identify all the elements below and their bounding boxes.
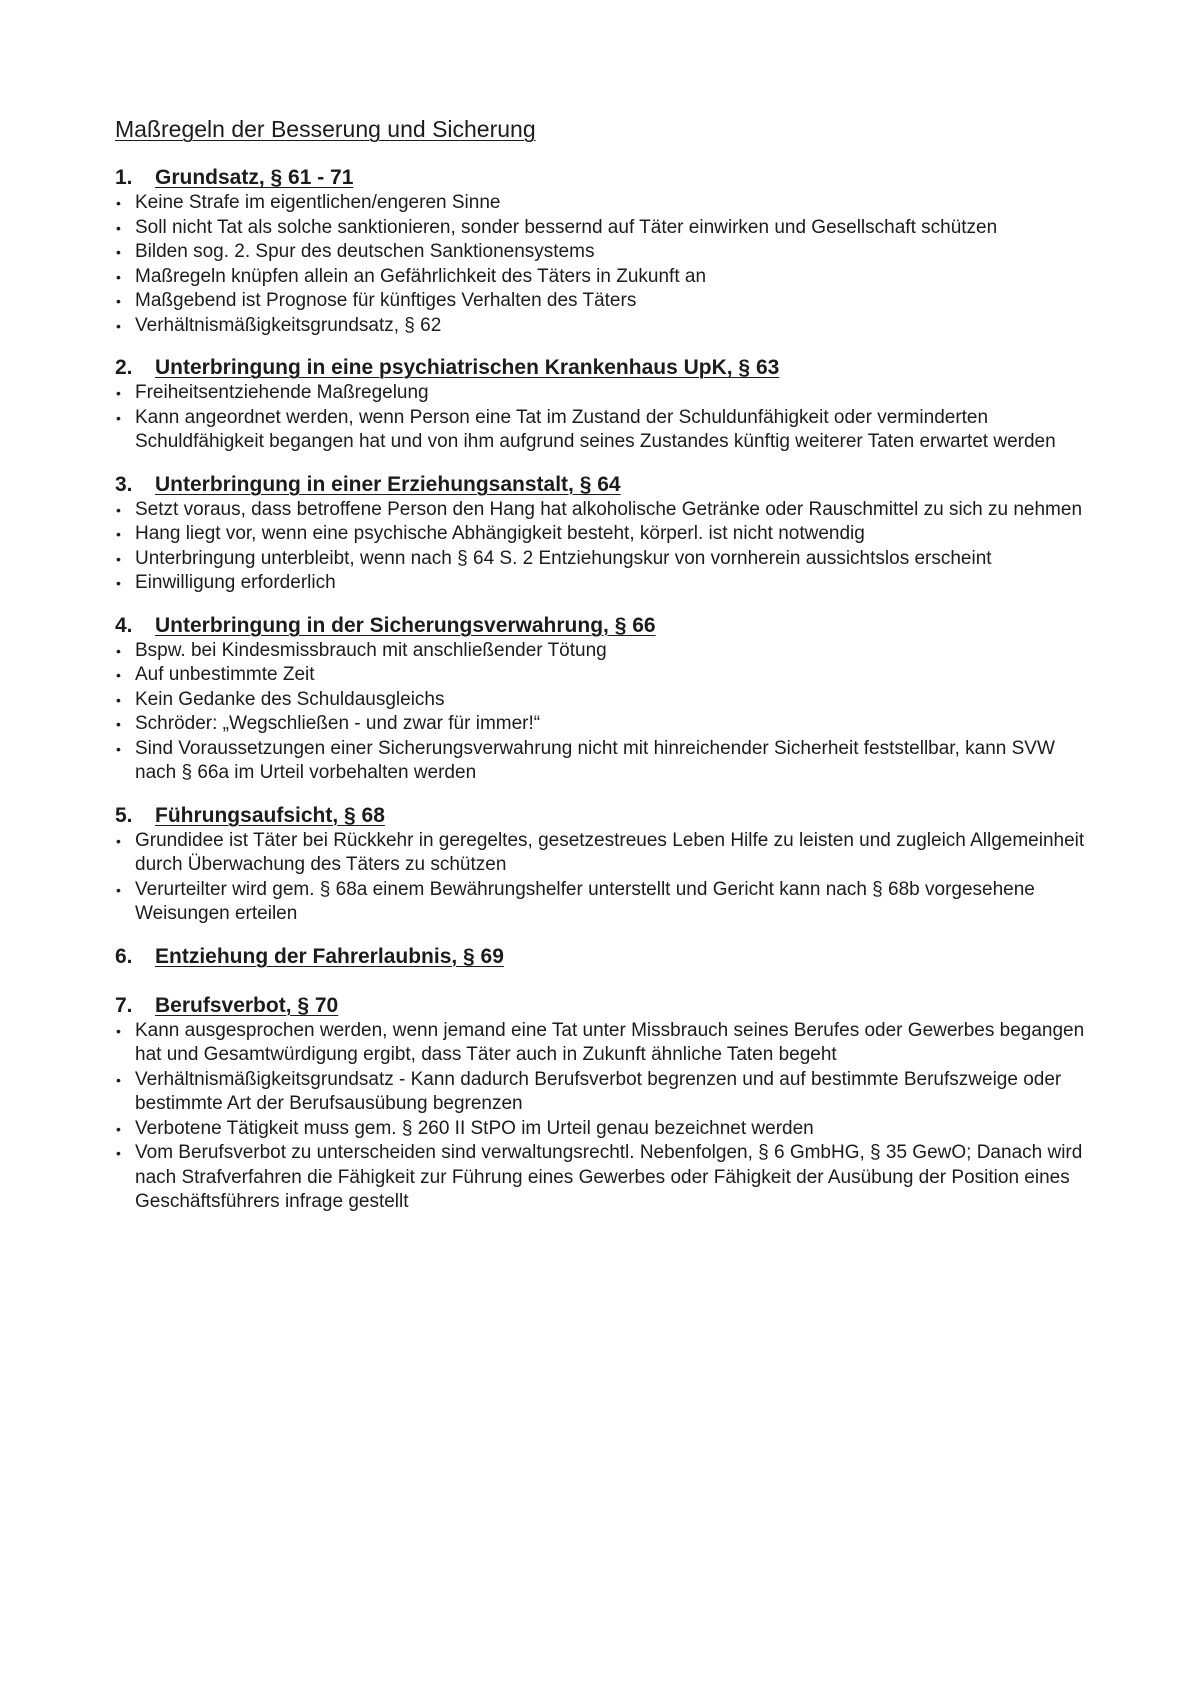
bullet-item: • Hang liegt vor, wenn eine psychische Abhängigkeit besteht, körperl. ist nicht notwendig xyxy=(115,522,1100,547)
section-grundsatz xyxy=(115,164,1100,338)
bullet-item: • Verhältnismäßigkeitsgrundsatz - Kann dadurch Berufsverbot begrenzen und auf bestimmte Berufszweige oder bestimmte Art der Berufsausübung begrenzen xyxy=(115,1068,1100,1117)
section-heading xyxy=(115,992,1100,1019)
section-heading xyxy=(115,612,1100,639)
bullet-item: • Keine Strafe im eigentlichen/engeren Sinne xyxy=(115,191,1100,216)
bullet-item: • Unterbringung unterbleibt, wenn nach § 64 S. 2 Entziehungskur von vornherein aussichtslos erscheint xyxy=(115,547,1100,572)
bullet-item: • Freiheitsentziehende Maßregelung xyxy=(115,381,1100,406)
bullet-item: • Kann ausgesprochen werden, wenn jemand eine Tat unter Missbrauch seines Berufes oder Gewerbes begangen hat und Gesamtwürdigung ergibt, dass Täter auch in Zukunft ähnliche Taten begeht xyxy=(115,1019,1100,1068)
section-heading xyxy=(115,802,1100,829)
bullet-item: • Setzt voraus, dass betroffene Person den Hang hat alkoholische Getränke oder Rauschmittel zu sich zu nehmen xyxy=(115,498,1100,523)
section-number: 4. xyxy=(115,613,133,637)
bullet-item: • Kann angeordnet werden, wenn Person eine Tat im Zustand der Schuldunfähigkeit oder verminderten Schuldfähigkeit begangen hat und von ihm aufgrund seines Zustandes künftig weiterer Taten erwartet werden xyxy=(115,406,1100,455)
section-title: Unterbringung in eine psychiatrischen Krankenhaus UpK, § 63 xyxy=(155,356,780,379)
section-fahrerlaubnis xyxy=(115,943,1100,970)
bullet-list xyxy=(115,381,1100,455)
bullet-item: • Kein Gedanke des Schuldausgleichs xyxy=(115,688,1100,713)
bullet-list xyxy=(115,829,1100,927)
section-berufsverbot xyxy=(115,992,1100,1215)
bullet-item: • Vom Berufsverbot zu unterscheiden sind verwaltungsrechtl. Nebenfolgen, § 6 GmbHG, § 35 GewO; Danach wird nach Strafverfahren die Fähigkeit zur Führung eines Gewerbes oder Fähigkeit der Ausübung der Position eines Geschäftsführers infrage gestellt xyxy=(115,1141,1100,1215)
bullet-list xyxy=(115,1019,1100,1215)
bullet-list xyxy=(115,498,1100,596)
section-sicherungsverwahrung xyxy=(115,612,1100,786)
bullet-item: • Maßregeln knüpfen allein an Gefährlichkeit des Täters in Zukunft an xyxy=(115,265,1100,290)
bullet-item: • Verhältnismäßigkeitsgrundsatz, § 62 xyxy=(115,314,1100,339)
bullet-list xyxy=(115,639,1100,786)
bullet-item: • Soll nicht Tat als solche sanktionieren, sonder bessernd auf Täter einwirken und Gesellschaft schützen xyxy=(115,216,1100,241)
bullet-item: • Sind Voraussetzungen einer Sicherungsverwahrung nicht mit hinreichender Sicherheit feststellbar, kann SVW nach § 66a im Urteil vorbehalten werden xyxy=(115,737,1100,786)
section-title: Unterbringung in der Sicherungsverwahrung, § 66 xyxy=(155,613,656,637)
section-number: 1. xyxy=(115,166,133,189)
section-heading xyxy=(115,943,1100,970)
bullet-item: • Auf unbestimmte Zeit xyxy=(115,663,1100,688)
section-number: 2. xyxy=(115,356,133,379)
bullet-item: • Verbotene Tätigkeit muss gem. § 260 II StPO im Urteil genau bezeichnet werden xyxy=(115,1117,1100,1142)
bullet-item: • Schröder: „Wegschließen - und zwar für immer!“ xyxy=(115,712,1100,737)
section-title: Grundsatz, § 61 - 71 xyxy=(155,166,354,189)
bullet-item: • Maßgebend ist Prognose für künftiges Verhalten des Täters xyxy=(115,289,1100,314)
document-title: Maßregeln der Besserung und Sicherung xyxy=(115,116,536,142)
section-title: Führungsaufsicht, § 68 xyxy=(155,803,385,827)
section-number: 5. xyxy=(115,803,133,827)
bullet-item: • Einwilligung erforderlich xyxy=(115,571,1100,596)
bullet-item: • Bilden sog. 2. Spur des deutschen Sanktionensystems xyxy=(115,240,1100,265)
section-psychiatrisches-krankenhaus xyxy=(115,354,1100,455)
section-title: Unterbringung in einer Erziehungsanstalt, § 64 xyxy=(155,472,621,496)
section-number: 7. xyxy=(115,993,133,1017)
section-fuehrungsaufsicht xyxy=(115,802,1100,927)
section-heading xyxy=(115,164,1100,191)
bullet-item: • Verurteilter wird gem. § 68a einem Bewährungshelfer unterstellt und Gericht kann nach § 68b vorgesehene Weisungen erteilen xyxy=(115,878,1100,927)
section-number: 3. xyxy=(115,472,133,496)
section-heading xyxy=(115,354,1100,381)
bullet-list xyxy=(115,191,1100,338)
bullet-item: • Grundidee ist Täter bei Rückkehr in geregeltes, gesetzestreues Leben Hilfe zu leisten und zugleich Allgemeinheit durch Überwachung des Täters zu schützen xyxy=(115,829,1100,878)
section-title: Berufsverbot, § 70 xyxy=(155,993,339,1017)
section-erziehungsanstalt xyxy=(115,471,1100,596)
section-number: 6. xyxy=(115,944,133,968)
section-title: Entziehung der Fahrerlaubnis, § 69 xyxy=(155,944,504,968)
bullet-item: • Bspw. bei Kindesmissbrauch mit anschließender Tötung xyxy=(115,639,1100,664)
section-heading xyxy=(115,471,1100,498)
